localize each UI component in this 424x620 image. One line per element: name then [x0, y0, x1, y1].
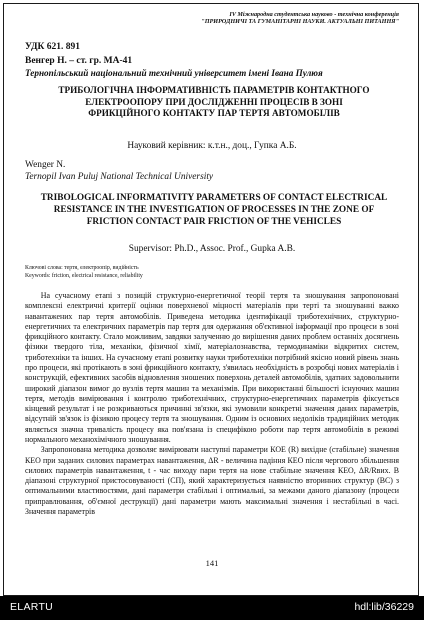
body-text: [25, 291, 399, 517]
university-en: Ternopil Ivan Puluj National Technical University: [25, 172, 214, 182]
conference-header: [99, 11, 399, 25]
title-en: TRIBOLOGICAL INFORMATIVITY PARAMETERS OF CONTACT ELECTRICAL RESISTANCE IN THE INVESTIGATION OF PROCESSES IN THE ZONE OF FRICTION CONTACT PAIR FRICTION OF THE VEHICLES: [40, 193, 388, 228]
repository-name: ELARTU: [10, 601, 54, 613]
repository-footer: [0, 596, 424, 620]
conference-line-2: "ПРИРОДНИЧІ ТА ГУМАНІТАРНІ НАУКИ. АКТУАЛЬНІ ПИТАННЯ": [201, 18, 399, 26]
keywords-en: Keywords: friction, electrical resistance, reliability: [25, 273, 143, 279]
keywords-uk: Ключові слова: тертя, електроопір, видійність: [25, 265, 139, 271]
body-paragraph-2: Запропонована методика дозволяє вимірювати наступні параметри КОЕ (R) вихідне (стабільне) значення КЕО при заданих силових параметрах навантаження, ΔR - величина падіння КЕО після чергового збільшення силових параметрів навантаження, t - час виходу пари тертя на нове стабільне значення КЕО, ΔR/Rвих. В діапазоні структурної пристосовуваності (СП), який характеризується наявністю вторинних структур (ВС) з оптимальними властивостями, дані параметри стабільні і оптимальні, за межами даного діапазону (процеси приправлювання, об'ємної деструкції) дані параметри мають максимальні значення і нестабільні в часі. Значення параметрів: [25, 445, 399, 516]
author-uk: Венгер Н. – ст. гр. МА-41: [25, 56, 133, 66]
body-paragraph-1: На сучасному етапі з позицій структурно-енергетичної теорії тертя та зношування запропоновані комплексні електричні критерії оцінки поверхневої міцності матеріалів при терті та зношуванні важко навантажених пар тертя автомобілів. Приведена методика ідентифікації триботехнічних, структурно-енергетичних та електричних параметрів пар тертя для одержання об'єктивної інформації про процеси в зоні фрикційного контакту. Стало можливим, завдяки залученню до вирішення даних проблем останніх досягнень фізики твердого тіла, механіки, фізичної хімії, матеріалознавства, термодинаміки відкритих систем, триботехніки та інших. На сучасному етапі розвитку науки триботехніки потрібний якісно новий рівень знань про процеси, які протікають в зоні фрикційного контакту, з'явилась необхідність в розробці нових матеріалів і конструкцій, ефективних засобів відновлення зношених поверхонь деталей автомобілів, здатних задовольнити широкий діапазон вимог до вузлів тертя машин та механізмів. При використанні більшості існуючих машин тертя, методів вимірювання і контролю триботехнічних, структурно-енергетичних параметрів фіксується кінцевий результат і не розкриваються причинні зв'язки, які зумовили конкретні значення даних параметрів, відсутній зв'язок із фізикою процесу тертя та зношування. Одним із основних недоліків традиційних методик являється значна тривалість процесу яка пов'язана із специфікою роботи пар тертя автомобілів в режимі нормального механохімічного зношування.: [25, 291, 399, 444]
university-uk: Тернопільський національний технічний університет імені Івана Пулюя: [25, 68, 323, 78]
conference-line-1: IV Міжнародна студентська науково - технічна конференція: [229, 11, 399, 18]
title-uk: ТРИБОЛОГІЧНА ІНФОРМАТИВНІСТЬ ПАРАМЕТРІВ КОНТАКТНОГО ЕЛЕКТРООПОРУ ПРИ ДОСЛІДЖЕННІ ПРОЦЕСІВ В ЗОНІ ФРИКЦІЙНОГО КОНТАКТУ ПАР ТЕРТЯ АВТОМОБІЛІВ: [58, 85, 370, 119]
handle-link[interactable]: hdl:lib/36229: [354, 601, 414, 613]
udc-code: УДК 621. 891: [25, 42, 81, 52]
supervisor-uk: Науковий керівник: к.т.н., доц., Гупка А.Б.: [127, 141, 297, 151]
author-en: Wenger N.: [25, 160, 66, 170]
supervisor-en: Supervisor: Ph.D., Assoc. Prof., Gupka A.B.: [128, 244, 296, 254]
page-number: 141: [205, 558, 219, 568]
